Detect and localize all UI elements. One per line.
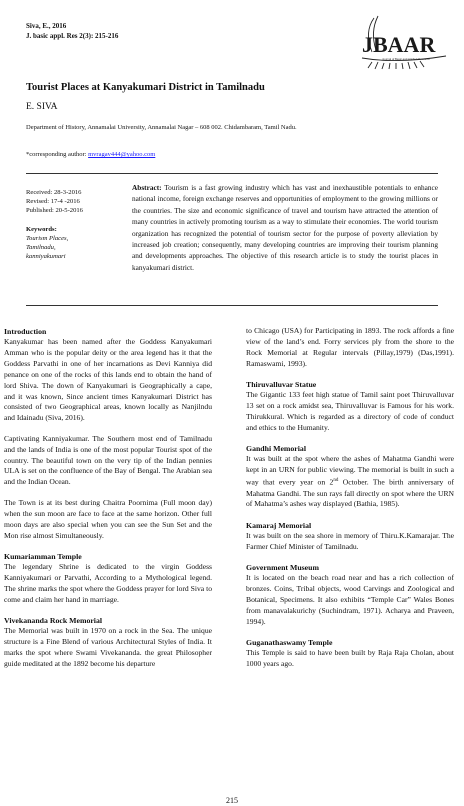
author-email-link[interactable]: mvragav444@yahoo.com [88, 151, 156, 158]
gandhi-superscript: nd [333, 478, 339, 484]
section-heading-kumariamman-temple: Kumariamman Temple [4, 551, 82, 561]
intro-paragraph-1: Kanyakumar has been named after the Goddess Kanyakumari Amman who is the popular deity or the area legend has it that the Goddess Parvathi in one of her incarnations as Devi Kanniya did penance on one of the rocks of this lands end to obtain the hand of lord Shiva. The down of Kanyakumari is Geographically a cape, and it was known, Since ancient times Kanyakumari District has consisted of two Geographical areas, known locally as Nanjilndu and Idainadu (Siva, 2016). [4, 337, 212, 423]
section-heading-kamaraj-memorial: Kamaraj Memorial [246, 520, 312, 530]
museum-paragraph: It is located on the beach road near and has a rich collection of bronzes. Coins, Tribal objects, wood Carvings and Zoological and Botanical, Specimens. It also exhibits “Temple Car” Wales Bones from manavalakurichy (Suchindram, 1971). Acharya and Praveen, 1994). [246, 573, 454, 626]
kamaraj-paragraph: It was built on the sea shore in memory of Thiru.K.Kamarajar. The Farmer Chief Minister of Tamilnadu. [246, 530, 454, 551]
abstract [132, 182, 438, 273]
section-heading-guganathaswamy-temple: Guganathaswamy Temple [246, 638, 333, 648]
logo-subtitle: Journal of Basic and Applied Research [382, 57, 431, 61]
temple-paragraph: The legendary Shrine is dedicated to the virgin Goddess Kanniyakumari or Parvathi, According to a Mythological legend. The shrine marks the spot where the Goddess prayer for lord Siva to come and claim her hand in marriage. [4, 561, 212, 604]
received-date: Received: 28-3-2016 [26, 189, 82, 196]
divider-top [26, 173, 438, 174]
intro-paragraph-2: Captivating Kanniyakumar. The Southern most end of Tamilnadu and the lands of India is one of the most popular Tourist spot of the country. The beautiful town on the very tip of the Indian pennies ULA is set on the confluence of the Bay of Bengal. The Arabian sea and the Indian Ocean. [4, 433, 212, 487]
intro-paragraph-3: The Town is at its best during Chaitra Poornima (Full moon day) when the sun moon are face to face at the same horizon. Other full moon days are also special when you can see the Sun Set and the Mon rise almost Simultaneously. [4, 497, 212, 540]
right-column [246, 326, 454, 670]
divider-bottom [26, 305, 438, 306]
section-heading-government-museum: Government Museum [246, 563, 319, 573]
author-affiliation: Department of History, Annamalai University, Annamalai Nagar – 608 002. Chidambaram, Tamil Nadu. [26, 124, 297, 131]
corresponding-author [26, 151, 155, 158]
keyword-item: kanniyakumari [26, 253, 66, 261]
section-heading-introduction: Introduction [4, 327, 47, 336]
revised-date: Revised: 17-4 -2016 [26, 198, 80, 206]
author-name: E. SIVA [26, 102, 58, 112]
logo-wordmark: JBAAR [362, 32, 436, 57]
abstract-text: Tourism is a fast growing industry which has vast and inexhaustible potentials to enhance national income, foreign exchange reserves and opportunities of employment to the growing millions or the countries. The size and economic significance of travel and tourism have attracted the attention of many countries in actively promoting tourism as a way to stimulate their economies. The world tourism organization has recognized the potential of tourism sector for the purpose of poverty alleviation by increased job creation; consequently, many developing countries are improving their tourism planning and developments approaches. The objective of this research article is to study the tourist places in kanyakumari district. [132, 183, 438, 272]
section-heading-thiruvalluvar-statue: Thiruvalluvar Statue [246, 380, 317, 390]
citation-journal: J. basic appl. Res 2(3): 215-216 [26, 31, 119, 40]
keyword-item: Tamilnadu, [26, 244, 56, 252]
paper-title: Tourist Places at Kanyakumari District in Tamilnadu [26, 82, 265, 93]
gandhi-text-part1: It was built at the spot where the ashes of Mahatma Gandhi were kept in an URN for public viewing. The memorial is built in such a way that every year on 2 [246, 454, 454, 487]
citation-header [26, 22, 118, 41]
left-column [4, 326, 212, 670]
statue-paragraph: The Gigantic 133 feet high statue of Tamil saint poet Thiruvalluvar 13 set on a rock amidst sea, Thiruvalluvar is Famous for his work. Thirukkural. Which is regarded as a directory of code of conduct and ethics to the Humanity. [246, 390, 454, 432]
guganathaswamy-paragraph: This Temple is said to have been built by Raja Raja Cholan, about 1000 years ago. [246, 648, 454, 669]
rock-paragraph: The Memorial was built in 1970 on a rock in the Sea. The unique structure is a Fine Blend of various Architectural Styles of India. It marks the spot where Swami Vivekananda. the great Philosopher guide meditated at the 1892 become his departure [4, 626, 212, 668]
gandhi-text-part2: October. The birth anniversary of Mahatma Gandhi. The sun rays fall directly on spot where the URN of Mahatma’s ashes way displayed (Bathia, 1985). [246, 477, 454, 509]
corresponding-label: *corresponding author: [26, 151, 89, 158]
page-number: 215 [226, 796, 238, 805]
section-heading-vivekananda-rock: Vivekananda Rock Memorial [4, 616, 103, 626]
gandhi-paragraph [246, 454, 454, 510]
keyword-item: Tourism Places, [26, 234, 69, 242]
citation-authors: Siva, E., 2016 [26, 22, 67, 30]
keywords-label: Keywords: [26, 225, 57, 233]
article-meta [26, 188, 130, 261]
published-date: Published: 20-5-2016 [26, 207, 83, 215]
abstract-label: Abstract: [132, 183, 162, 192]
journal-logo [358, 12, 450, 74]
section-heading-gandhi-memorial: Gandhi Memorial [246, 444, 306, 454]
rock-paragraph-continued: to Chicago (USA) for Participating in 1893. The rock affords a fine view of the land’s end. Forry services ply from the shore to the Rock Memorial at Regular intervals (Pillay,1979) (Das,1991). Ramaswami, 1993). [246, 326, 454, 368]
